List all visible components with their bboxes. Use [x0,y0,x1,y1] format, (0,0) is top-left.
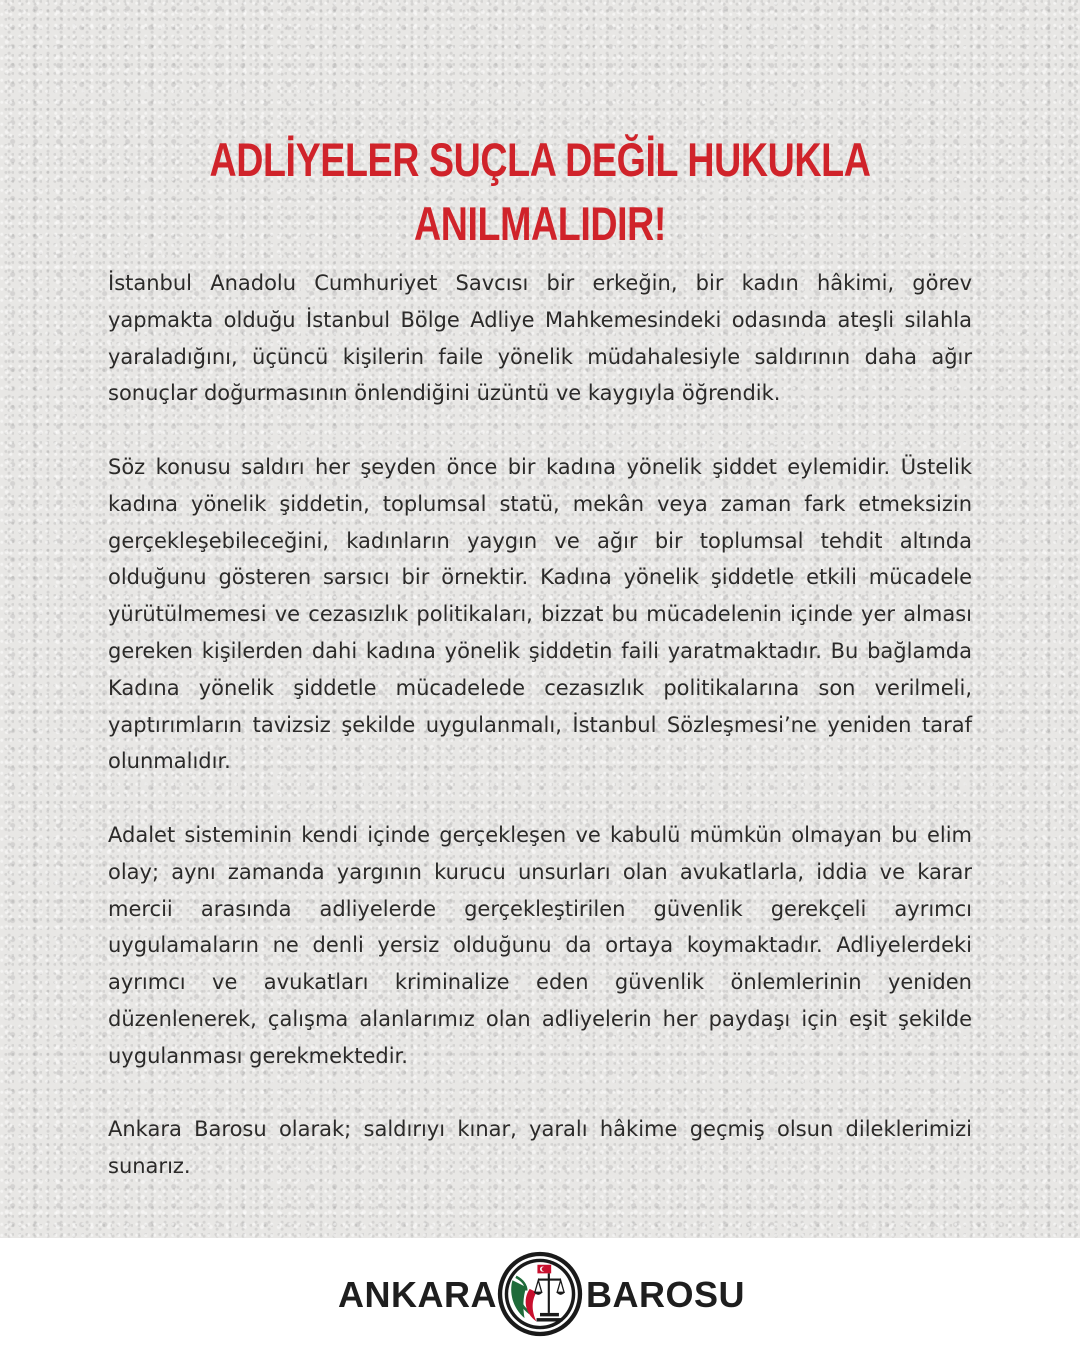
page-title: ADLİYELER SUÇLA DEĞİL HUKUKLA ANILMALIDIR! [209,133,871,250]
bar-association-seal-icon [497,1251,583,1337]
paragraph-1: İstanbul Anadolu Cumhuriyet Savcısı bir erkeğin, bir kadın hâkimi, görev yapmakta olduğu İstanbul Bölge Adliye Mahkemesindeki odasında ateşli silahla yaraladığını, üçüncü kişilerin faile yönelik müdahalesiyle saldırının daha ağır sonuçlar doğurmasının önlendiğini üzüntü ve kaygıyla öğrendik. [108,271,972,406]
statement-body [108,265,972,1222]
paragraph-2: Söz konusu saldırı her şeyden önce bir kadına yönelik şiddet eylemidir. Üstelik kadına yönelik şiddetin, toplumsal statü, mekân veya zaman fark etmeksizin gerçekleşebileceğini, kadınların yaygın ve ağır bir toplumsal tehdit altında olduğunu gösteren sarsıcı bir örnektir. Kadına yönelik şiddetle etkili mücadele yürütülmemesi ve cezasızlık politikaları, bizzat bu mücadelenin içinde yer alması gereken kişilerden dahi kadına yönelik şiddetin faili yaratmaktadır. Bu bağlamda Kadına yönelik şiddetle mücadelede cezasızlık politikalarına son verilmeli, yaptırımların tavizsiz şekilde uygulanmalı, İstanbul Sözleşmesi’ne yeniden taraf olunmalıdır. [108,454,972,774]
paragraph-3: Adalet sisteminin kendi içinde gerçekleşen ve kabulü mümkün olmayan bu elim olay; aynı zamanda yargının kurucu unsurları olan avukatlarla, iddia ve karar mercii arasında adliyelerde gerçekleştirilen güvenlik gerekçeli ayrımcı uygulamaların ne denli yersiz olduğunu da ortaya koymaktadır. Adliyelerdeki ayrımcı ve avukatları kriminalize eden güvenlik önlemlerinin yeniden düzenlenerek, çalışma alanlarımız olan adliyelerin her paydaşı için eşit şekilde uygulanması gerekmektedir. [108,822,972,1068]
logo-word-ankara: ANKARA [338,1274,497,1315]
paragraph-4: Ankara Barosu olarak; saldırıyı kınar, yaralı hâkime geçmiş olsun dileklerimizi sunarız. [108,1117,972,1179]
logo-word-barosu: BAROSU [586,1274,746,1315]
